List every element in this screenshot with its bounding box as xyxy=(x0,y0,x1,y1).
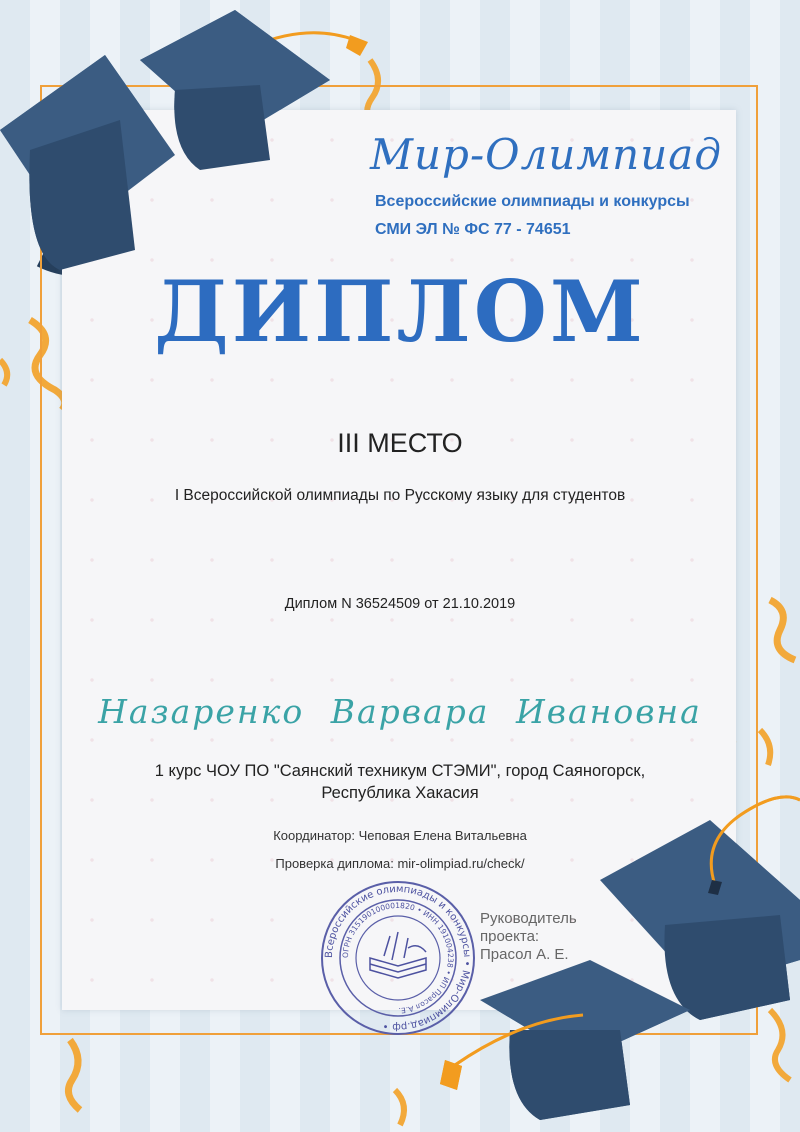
head-subtitle: проекта: xyxy=(480,928,540,945)
project-head xyxy=(480,910,577,964)
recipient-details xyxy=(100,760,700,804)
check-line xyxy=(0,856,800,871)
stamp-inner-text: ОГРН 315190100001820 • ИНН 191004238 • ИП Прасол А.Е. xyxy=(340,900,456,1016)
book-emblem-icon xyxy=(370,932,426,978)
stamp-outer-text: Всероссийские олимпиады и конкурсы • Мир-Олимпиад.рф • xyxy=(323,883,473,1033)
recipient-name: Назаренко Варвара Ивановна xyxy=(98,692,702,731)
coordinator: Координатор: Чеповая Елена Витальевна xyxy=(273,828,527,843)
svg-text:ОГРН 315190100001820 • ИНН 191 xyxy=(341,901,455,1015)
brand-logo-text: Мир-Олимпиад xyxy=(370,130,722,179)
head-name: Прасол А. Е. xyxy=(480,946,569,963)
head-title: Руководитель xyxy=(480,910,577,927)
document-title: ДИПЛОМ xyxy=(154,262,646,361)
place-award: III МЕСТО xyxy=(337,428,463,458)
recipient-details-line2: Республика Хакасия xyxy=(321,784,479,802)
olympiad-name: I Всероссийской олимпиады по Русскому языку для студентов xyxy=(174,487,626,504)
diploma-number: Диплом N 36524509 от 21.10.2019 xyxy=(284,596,516,612)
recipient-details-line1: 1 курс ЧОУ ПО "Саянский техникум СТЭМИ", город Саяногорск, xyxy=(154,762,646,780)
check-url[interactable]: mir-olimpiad.ru/check/ xyxy=(397,856,525,871)
brand-subtitle: Всероссийские олимпиады и конкурсы xyxy=(375,193,690,210)
graduation-cap-icon xyxy=(0,55,175,270)
check-label: Проверка диплома: xyxy=(275,856,394,871)
media-registration: СМИ ЭЛ № ФС 77 - 74651 xyxy=(375,221,571,238)
stamp-seal xyxy=(318,878,478,1038)
